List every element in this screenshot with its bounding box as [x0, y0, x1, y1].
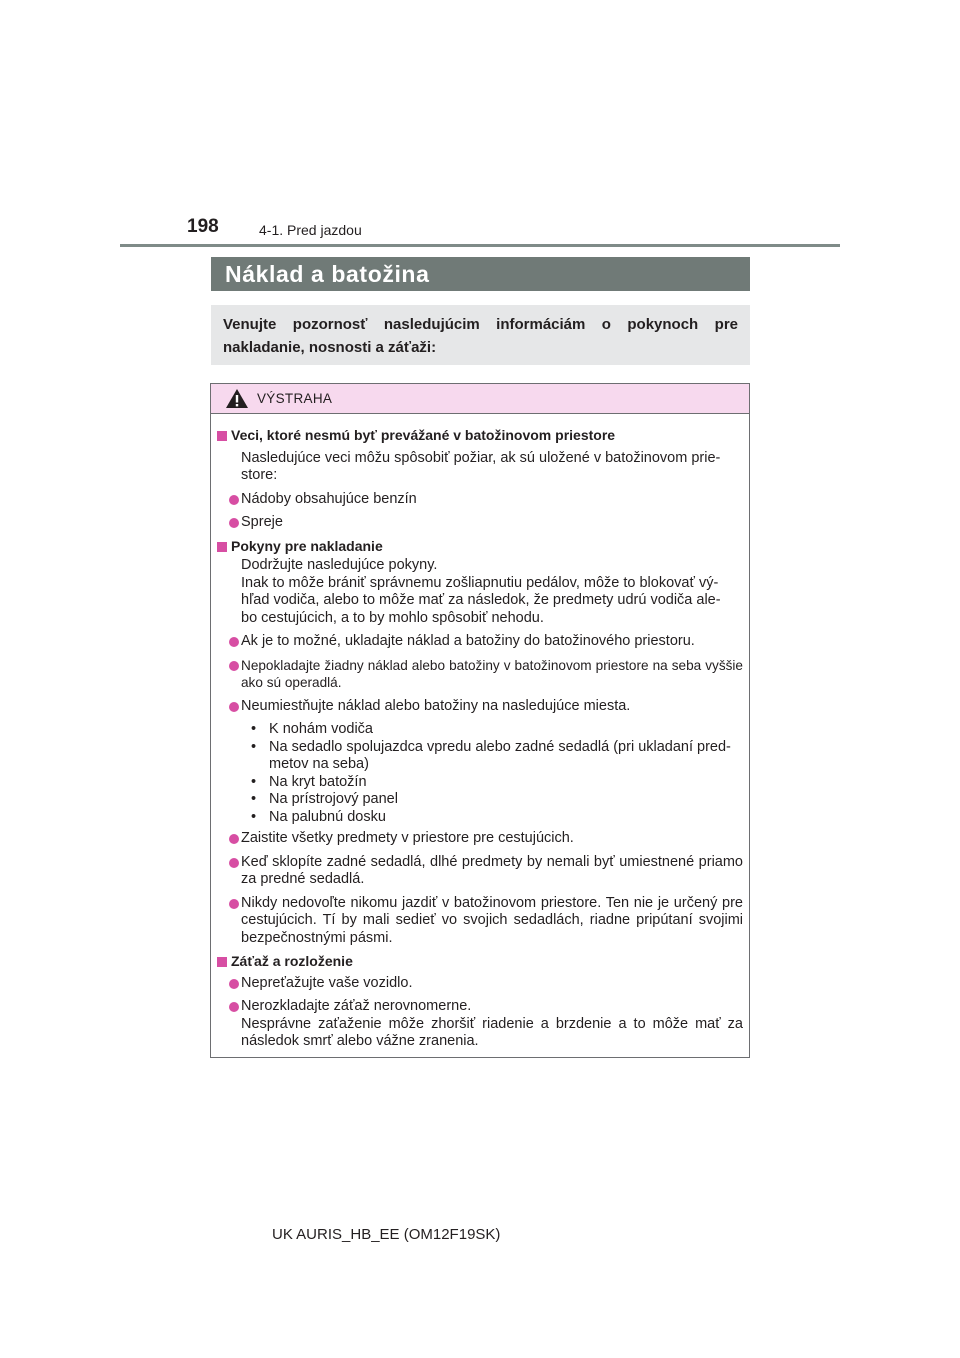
section-heading-text: Pokyny pre nakladanie [231, 537, 383, 554]
dot-bullet-icon [229, 518, 239, 528]
list-item [217, 514, 743, 532]
list-item-text: Keď sklopíte zadné sedadlá, dlhé predmety by nemali byť umiestnené priamo za predné sedadlá. [241, 853, 743, 887]
page-title: Náklad a batožina [225, 260, 430, 287]
list-item [217, 854, 743, 889]
sub-list-item-text: Na palubnú dosku [269, 808, 386, 825]
list-item-text: Nerozkladajte záťaž nerovnomerne. Nesprávne zaťaženie môže zhoršiť riadenie a brzdenie a to môže mať za následok smrť alebo vážne zranenia. [241, 998, 743, 1049]
sub-bullet-mark: • [251, 721, 257, 737]
list-item-text: Nepreťažujte vaše vozidlo. [241, 974, 413, 991]
section-heading-text: Záťaž a rozloženie [231, 953, 353, 969]
list-item-text: Zaistite všetky predmety v priestore pre cestujúcich. [241, 830, 574, 846]
dot-bullet-icon [229, 637, 239, 647]
list-item [217, 830, 743, 848]
sub-list-item [217, 721, 743, 739]
list-item-text: Nikdy nedovoľte nikomu jazdiť v batožinovom priestore. Ten nie je určený pre cestujúcich. Tí by mali sedieť vo svojich sedadlách, riadne pripútaní svojimi bezpečnostnými pásmi. [241, 894, 743, 946]
sub-list-item [217, 774, 743, 792]
warning-body [211, 414, 749, 1051]
square-bullet-icon [217, 431, 227, 441]
title-bar [211, 257, 750, 291]
list-item-text: Nádoby obsahujúce benzín [241, 490, 417, 507]
sub-list-item [217, 739, 743, 774]
square-bullet-icon [217, 957, 227, 967]
sub-list-item-text: K nohám vodiča [269, 721, 373, 737]
list-item [217, 633, 743, 651]
list-item [217, 657, 743, 692]
sub-list-item-text: Na prístrojový panel [269, 791, 398, 807]
list-item-text: Nepokladajte žiadny náklad alebo batožiny v batožinovom priestore na seba vyššie ako sú operadlá. [241, 657, 743, 690]
section-heading [217, 427, 743, 445]
sub-bullet-mark: • [251, 808, 257, 825]
list-item [217, 998, 743, 1051]
section-heading-text: Veci, ktoré nesmú byť prevážané v batožinovom priestore [231, 427, 616, 443]
square-bullet-icon [217, 542, 227, 552]
sub-bullet-mark: • [251, 791, 257, 807]
list-item [217, 895, 743, 948]
warning-box [210, 383, 750, 1058]
sub-bullet-mark: • [251, 738, 257, 755]
dot-bullet-icon [229, 899, 239, 909]
sub-bullet-mark: • [251, 773, 257, 790]
warning-header [211, 384, 749, 414]
warning-triangle-icon [225, 388, 249, 409]
dot-bullet-icon [229, 495, 239, 505]
dot-bullet-icon [229, 702, 239, 712]
list-item [217, 698, 743, 716]
list-item-text: Ak je to možné, ukladajte náklad a batožiny do batožinového priestoru. [241, 633, 695, 649]
section-heading [217, 953, 743, 971]
page-number: 198 [187, 216, 219, 237]
sub-list-item-text: Na sedadlo spolujazdca vpredu alebo zadné sedadlá (pri ukladaní pred- metov na seba) [269, 738, 731, 772]
footer-code: UK AURIS_HB_EE (OM12F19SK) [272, 1226, 501, 1243]
list-item-text: Neumiestňujte náklad alebo batožiny na nasledujúce miesta. [241, 697, 631, 714]
dot-bullet-icon [229, 661, 239, 671]
list-item [217, 975, 743, 993]
section-paragraph: Dodržujte nasledujúce pokyny. Inak to môže brániť správnemu zošliapnutiu pedálov, môže to blokovať vý- hľad vodiča, alebo to môže mať za následok, že predmety udrú vodiča ale- bo cestujúcich, a to by mohlo spôsobiť nehodu. [241, 557, 721, 626]
header-rule [120, 244, 840, 247]
dot-bullet-icon [229, 1002, 239, 1012]
list-item-text: Spreje [241, 514, 283, 530]
dot-bullet-icon [229, 979, 239, 989]
dot-bullet-icon [229, 834, 239, 844]
sub-list-item [217, 791, 743, 809]
intro-box: Venujte pozornosť nasledujúcim informáciám o pokynoch pre nakladanie, nosnosti a záťaži: [211, 305, 750, 365]
section-label: 4-1. Pred jazdou [259, 222, 362, 238]
section-heading [217, 538, 743, 556]
dot-bullet-icon [229, 858, 239, 868]
sub-list-item [217, 809, 743, 827]
warning-label: VÝSTRAHA [257, 391, 333, 406]
list-item [217, 491, 743, 509]
section-paragraph: Nasledujúce veci môžu spôsobiť požiar, ak sú uložené v batožinovom prie- store: [241, 449, 721, 483]
sub-list-item-text: Na kryt batožín [269, 773, 367, 790]
